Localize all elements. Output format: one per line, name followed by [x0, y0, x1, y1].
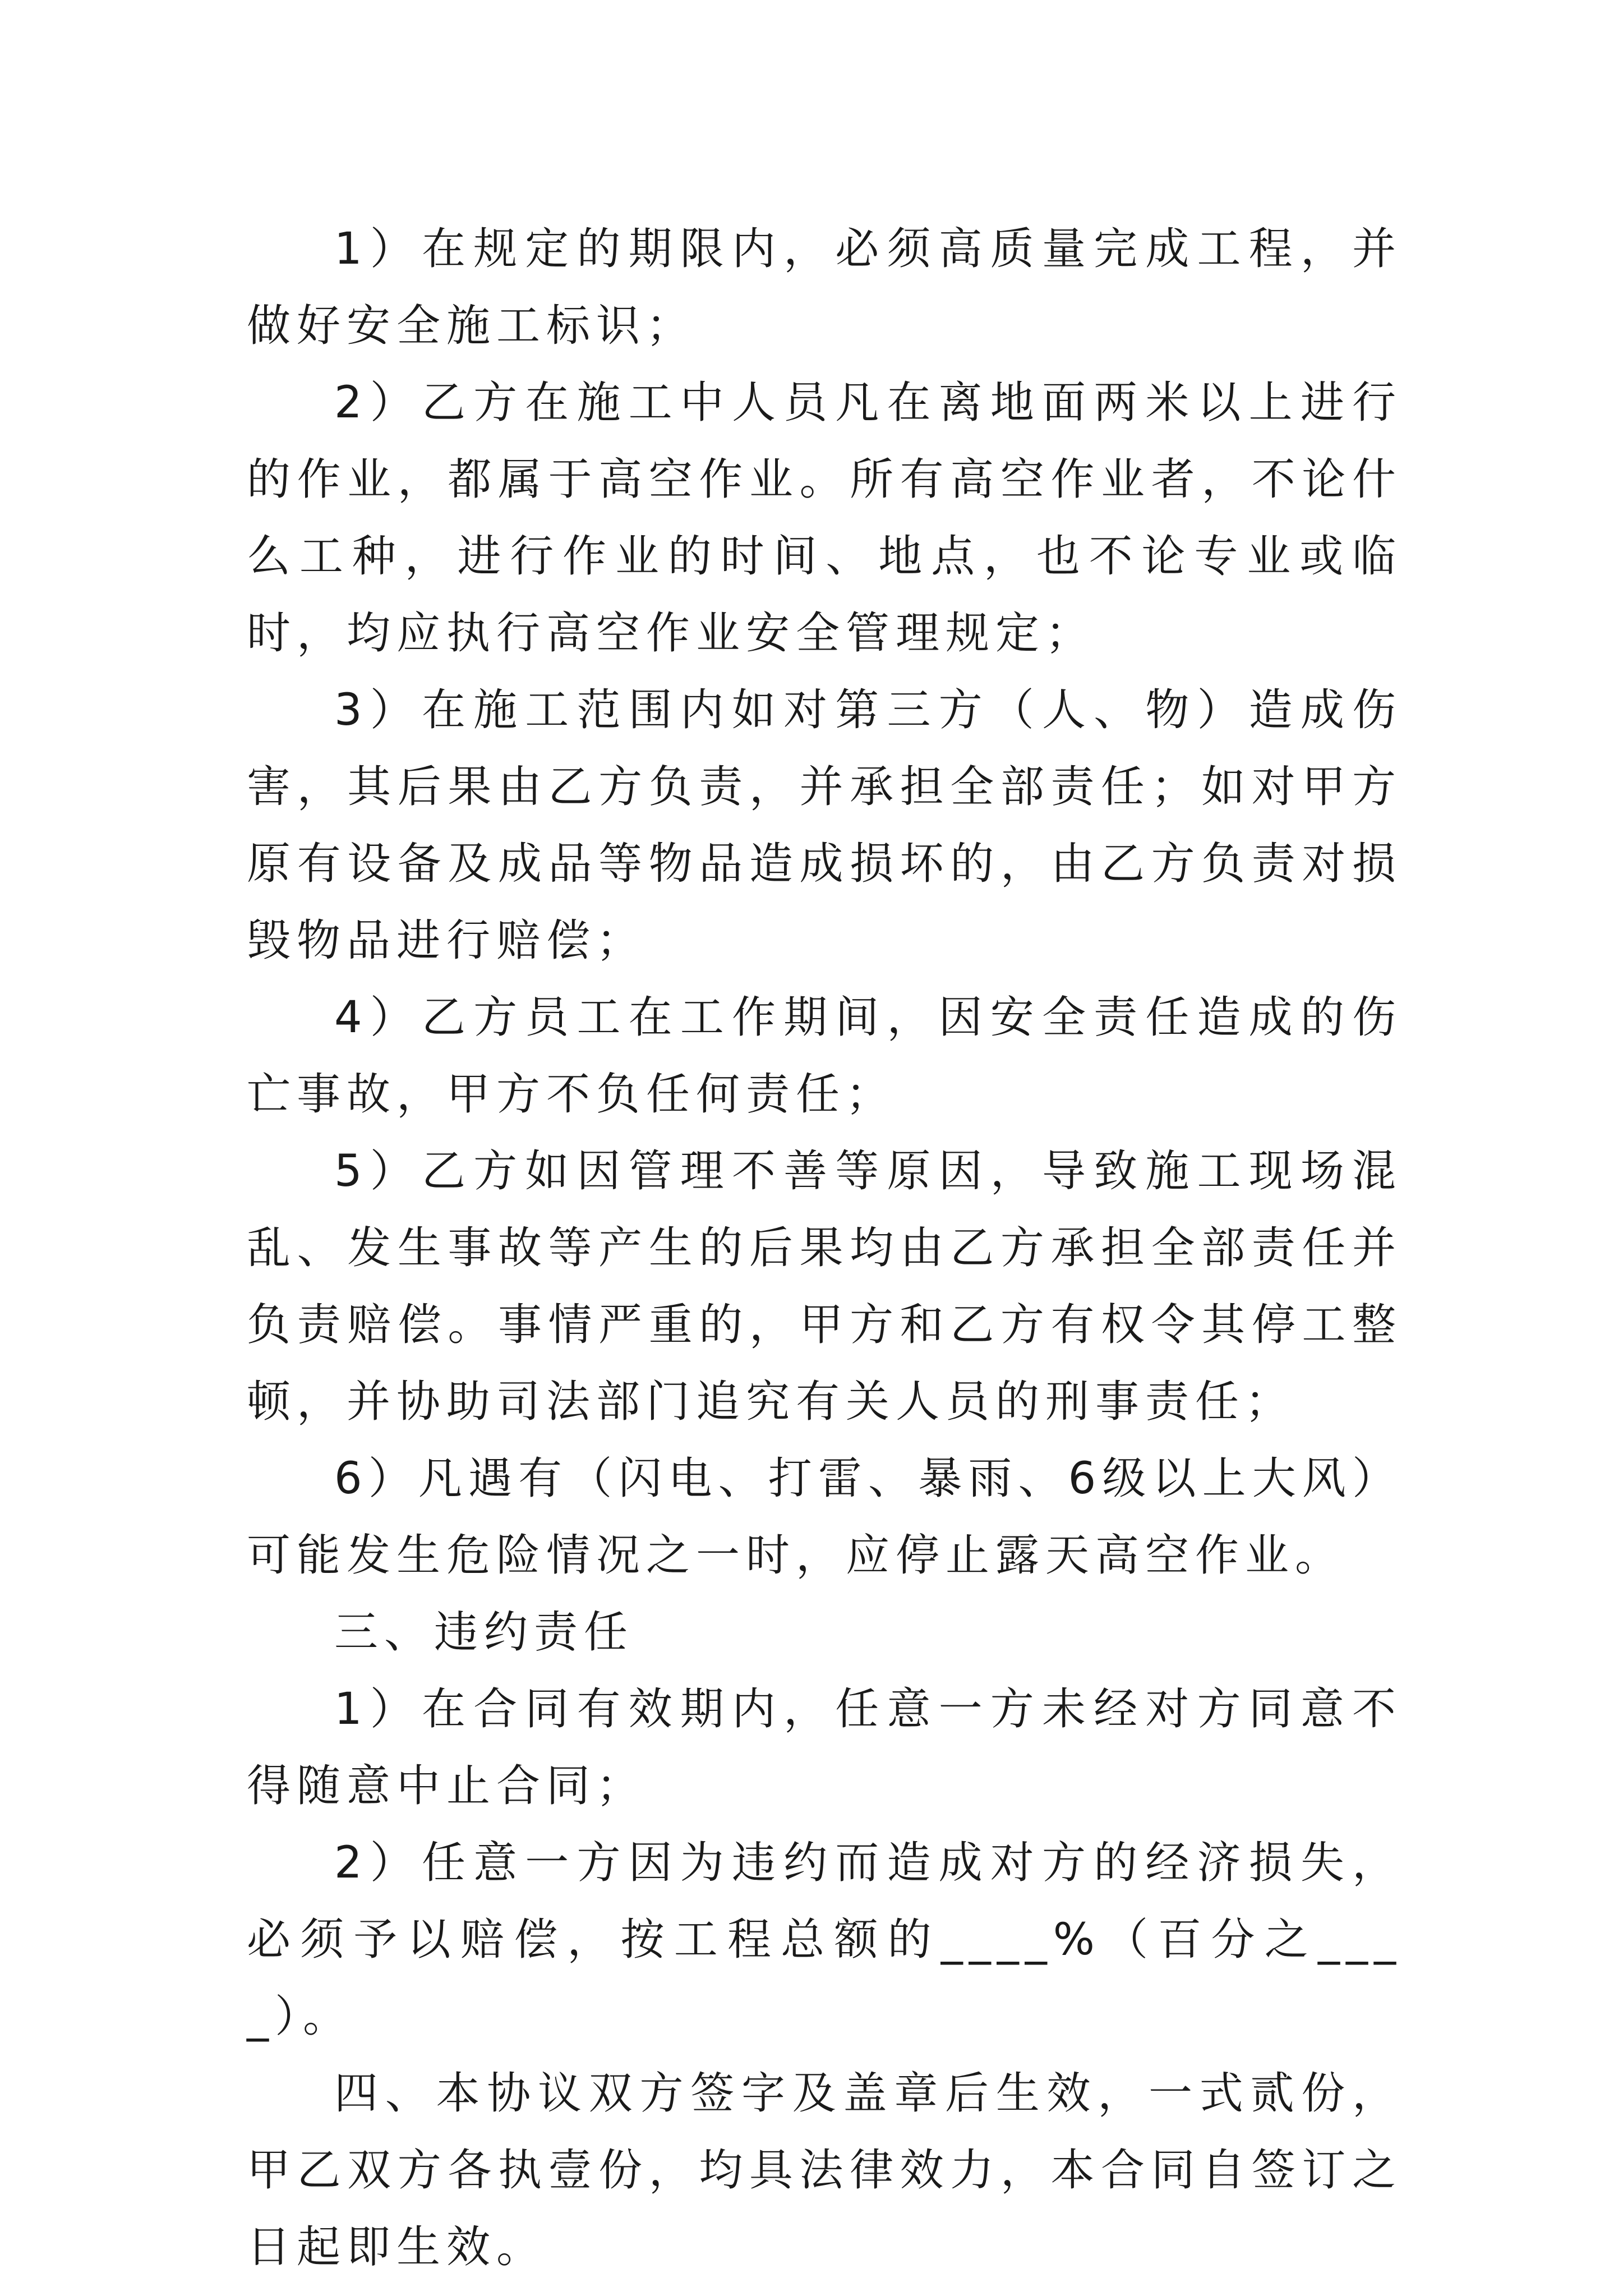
clause-safety-quality: 1）在规定的期限内，必须高质量完成工程，并做好安全施工标识；: [247, 224, 1402, 351]
document-body: [247, 211, 1402, 2286]
clause-employee-accident: 4）乙方员工在工作期间，因安全责任造成的伤亡事故，甲方不负任何责任；: [247, 992, 1402, 1120]
clause-high-altitude-work: 2）乙方在施工中人员凡在离地面两米以上进行的作业，都属于高空作业。所有高空作业者，不论什么工种，进行作业的时间、地点，也不论专业或临时，均应执行高空作业安全管理规定；: [247, 378, 1402, 659]
clause-compensation: 2）任意一方因为违约而造成对方的经济损失，必须予以赔偿，按工程总额的____%（百分之____）。: [247, 1838, 1402, 2042]
clause-effectiveness: 四、本协议双方签字及盖章后生效，一式贰份，甲乙双方各执壹份，均具法律效力，本合同自签订之日起即生效。: [247, 2068, 1402, 2272]
section-heading-breach: 三、违约责任: [334, 1607, 634, 1658]
clause-weather-stop: 6）凡遇有（闪电、打雷、暴雨、6级以上大风）可能发生危险情况之一时，应停止露天高空作业。: [247, 1453, 1402, 1581]
clause-third-party-damage: 3）在施工范围内如对第三方（人、物）造成伤害，其后果由乙方负责，并承担全部责任；如对甲方原有设备及成品等物品造成损坏的，由乙方负责对损毁物品进行赔偿；: [247, 685, 1402, 966]
clause-management-liability: 5）乙方如因管理不善等原因，导致施工现场混乱、发生事故等产生的后果均由乙方承担全部责任并负责赔偿。事情严重的，甲方和乙方有权令其停工整顿，并协助司法部门追究有关人员的刑事责任；: [247, 1146, 1402, 1427]
clause-no-termination: 1）在合同有效期内，任意一方未经对方同意不得随意中止合同；: [247, 1684, 1402, 1811]
